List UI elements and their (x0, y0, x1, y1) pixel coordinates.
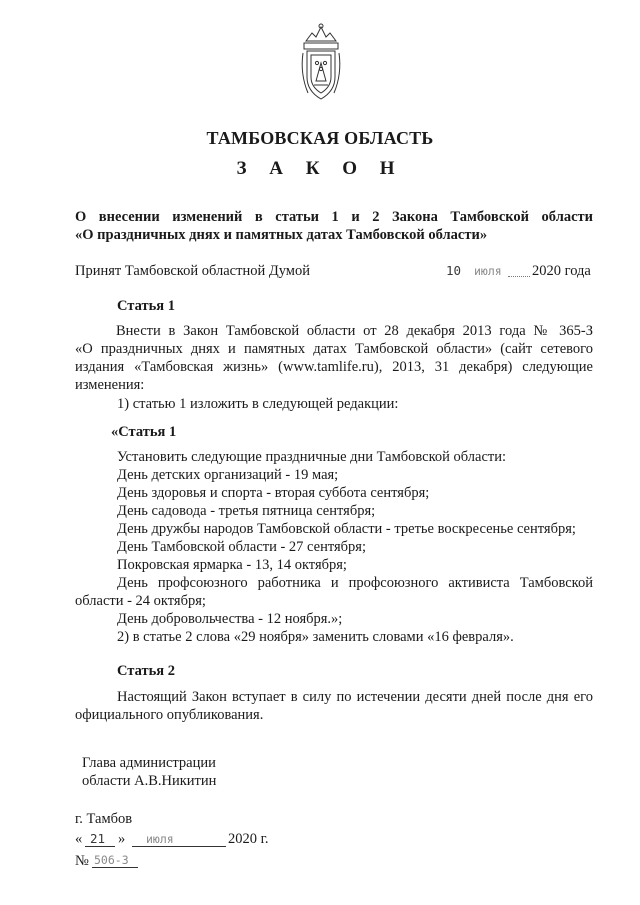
article2-line: официального опубликования. (75, 707, 264, 723)
union-holiday (75, 574, 593, 610)
holiday-item: День садовода - третья пятница сентября; (117, 503, 376, 519)
holiday-item: День здоровья и спорта - вторая суббота сентября; (117, 485, 430, 501)
footer-number-prefix: № (75, 853, 89, 869)
holidays-intro: Установить следующие праздничные дни Тамбовской области: (117, 449, 507, 465)
footer-quote-close: » (118, 831, 126, 847)
footer-quote-open: « (75, 831, 83, 847)
intro-line: «О праздничных днях и памятных датах Тамбовской области» (сайт сетевого (75, 341, 593, 357)
adoption-day: 10 (446, 263, 462, 278)
adoption-text: Принят Тамбовской областной Думой (75, 263, 310, 279)
footer-day-underline (85, 846, 115, 847)
region-name: ТАМБОВСКАЯ ОБЛАСТЬ (206, 128, 434, 148)
coat-of-arms-icon (298, 19, 344, 105)
holiday-item: День дружбы народов Тамбовской области - третье воскресенье сентября; (117, 521, 576, 537)
footer-month: июля (146, 832, 174, 846)
signature-title: Глава администрации (82, 755, 216, 771)
quoted-article-heading: «Статья 1 (111, 424, 177, 440)
adoption-year: 2020 года (532, 263, 591, 279)
footer-number-underline (92, 867, 138, 868)
holiday-list (117, 466, 576, 574)
article2-body (75, 688, 593, 724)
holiday-item: День Тамбовской области - 27 сентября; (117, 539, 366, 555)
article1-intro (75, 322, 593, 394)
article2-line: Настоящий Закон вступает в силу по истечении десяти дней после дня его (117, 689, 593, 705)
holiday-item: День профсоюзного работника и профсоюзного активиста Тамбовской (117, 575, 593, 591)
document-type: З А К О Н (236, 158, 404, 179)
holiday-item: Покровская ярмарка - 13, 14 октября; (117, 557, 347, 573)
amendment-item-2: 2) в статье 2 слова «29 ноября» заменить словами «16 февраля». (117, 629, 514, 645)
law-title (75, 208, 593, 244)
article2-heading: Статья 2 (117, 663, 175, 679)
article1-heading: Статья 1 (117, 298, 175, 314)
signature-name: области А.В.Никитин (82, 773, 217, 789)
intro-line: издания «Тамбовская жизнь» (www.tamlife.ru), 2013, 31 декабря) следующие (75, 359, 593, 375)
footer-month-underline (132, 846, 226, 847)
holiday-item: День добровольчества - 12 ноября.»; (117, 611, 343, 627)
footer-number: 506-З (94, 853, 129, 867)
footer-day: 21 (90, 831, 106, 846)
intro-line: Внести в Закон Тамбовской области от 28 декабря 2013 года № 365-З (116, 323, 593, 339)
amendment-item-1: 1) статью 1 изложить в следующей редакции: (117, 396, 399, 412)
adoption-month: июля (474, 264, 502, 278)
footer-city: г. Тамбов (75, 811, 133, 827)
law-title-line: «О праздничных днях и памятных датах Тамбовской области» (75, 227, 488, 243)
footer-year: 2020 г. (228, 831, 269, 847)
holiday-item-continued: области - 24 октября; (75, 593, 206, 609)
adoption-date-line (508, 276, 530, 277)
intro-line: изменения: (75, 377, 145, 393)
holiday-item: День детских организаций - 19 мая; (117, 467, 339, 483)
law-title-line: О внесении изменений в статьи 1 и 2 Закона Тамбовской области (75, 209, 593, 225)
